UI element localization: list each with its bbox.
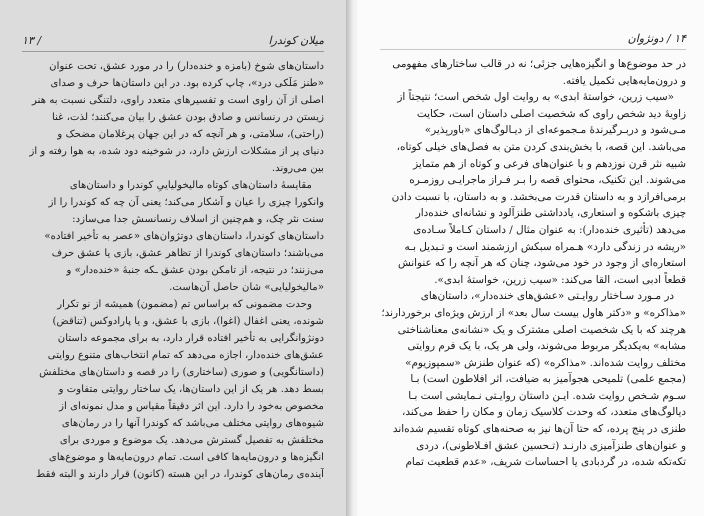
text-line: انگیزه‌ها و درون‌مایه‌ها کافی است. تمام درون‌مایه‌ها و موضوع‌های <box>48 452 324 463</box>
text-line: در مـورد سـاختار روایـتی «عشق‌های خنده‌دار»، داستان‌های <box>420 290 674 303</box>
text-line: دنیای پر از مشکلات ارزش دارد، در شوخینه دود شده، به هوا رفته و از <box>29 146 324 157</box>
right-page <box>358 0 704 516</box>
text-line: مـی‌شود و دربـرگیرندهٔ مـجموعه‌ای از دیـالوگ‌های «باورپذیر» <box>424 124 686 137</box>
text-line: و عنوان‌های طنزآمیزی دارنـد (تـحسین عشق افـلاطونی)، دردی <box>416 439 686 452</box>
left-page-running-title: میلان کوندرا <box>268 34 324 47</box>
text-line: «ریشه در زندگی دارد» هـمراه سبکش ارزشمند است و تـبدیل بـه <box>404 240 686 253</box>
text-line: مشابه» به‌یکدیگر مربوط می‌شوند، ولی هر یک، با یک فرم روایتی <box>407 340 686 353</box>
text-line: و درون‌مایه‌هایی تکمیل یافته. <box>562 74 686 87</box>
text-line: دونژوانگرایی به تأخیر افتاده قرار دارد، به برای مجموعه داستان <box>57 333 324 344</box>
text-line: داستان‌های کوندرا، داستان‌های دوتژوان‌های «عصر به تأخیر افتاده» <box>44 231 324 242</box>
text-line: می‌دهد (تأثیری خنده‌دار): به عنوان مثال / داستان کـاملاً سـاده‌ی <box>413 223 686 236</box>
text-line: در حد موضوع‌ها و انگیزه‌هایی جزئی؛ نه در قالب ساختارهای مفهومی <box>392 58 686 70</box>
text-line: مختلفش به تفصیل گسترش می‌دهد. یک موضوع و موردی برای <box>59 435 324 446</box>
text-line: بین می‌روند. <box>271 163 324 174</box>
text-line: شونده، یعنی اغفال (اغوا)، بازی با عشق، و یا پارادوکس (تناقض) <box>52 316 324 327</box>
text-line: آینده‌ی رمان‌های کوندرا، در این هسته (کانون) قرار دارند و البته فقط <box>36 469 324 480</box>
text-line: می‌شوند. این تکنیک، محتوای قصه را بـر فـراز ماجرایـی روزمـره <box>409 174 686 187</box>
text-line: «مذاکره» و «دکتر هاول بیست سال بعد» از ارزش ویژه‌ای برخوردارند؛ <box>381 306 686 319</box>
left-page <box>0 0 346 516</box>
text-line: مقایسهٔ داستان‌های کوتاه مالیخولیایی‌ِ کوندرا و داستان‌های <box>69 180 312 191</box>
text-line: (راحتی)، سلامتی، و هر آنچه که در این جهان پرغلامان مضحک و <box>57 129 324 140</box>
text-line: دیالوگ‌های متعدد، که وحدت کلاسیک زمان و مکان را حفظ می‌کند، <box>401 406 686 419</box>
left-page-number: / ۱۳ <box>22 34 42 47</box>
text-line: (داستانگویی) و صوری (ساختاری) را در قصه و داستان‌های مختلفش <box>39 367 324 378</box>
text-line: می‌زنند؛ در نتیجه، از تامکن بودن عشق ـکه جنبهٔ «خنده‌دار» و <box>66 265 324 276</box>
right-page-number: ۱۴ / <box>666 32 686 45</box>
text-line: برمی‌افرازد و به داستان قدرت می‌بخشد. و به داستان، با نسبت دادن <box>391 190 686 203</box>
text-line: داستان‌های شوخ (بامزه و خنده‌دار) را در مورد عشق، تحت عنوان <box>49 61 324 72</box>
text-line: طنزی در پنج پرده، که حتا آن‌ها نیز به صحنه‌های کوتاه تقسیم شده‌اند <box>392 423 686 436</box>
right-page-header <box>380 0 686 50</box>
right-page-header-group <box>628 32 686 45</box>
left-page-body <box>22 58 324 483</box>
text-line: چیزی باشکوه و استعاری، یادداشتی طنزآلود و نشانه‌ای خنده‌دار <box>415 207 686 220</box>
text-line: شیوه‌های روایتی مختلف می‌باشد که کوندرا آنها را در رمان‌های <box>61 418 324 429</box>
text-line: بسط دهد. هر یک از این داستان‌ها، یک ساختار روایتی متفاوت و <box>58 384 324 395</box>
text-line: (مجمع علمی) تلمیحی هجوآمیز به ضیافت، اثر افلاطون است) بـا <box>410 373 686 386</box>
text-line: سـوم شـخص روایت شده. ایـن داستان روایـتی نـمایشی است بـا <box>408 389 686 402</box>
text-line: شبیه نثر قرن نوزدهم و با عنوان‌های فرعی و کوتاه از هم متمایز <box>413 157 686 170</box>
text-line: هرچند که با یک شخصیت اصلی مشترک و یک «نشانه‌ی معناشناختی <box>397 323 686 336</box>
left-page-header <box>22 0 324 52</box>
text-line: می‌باشند؛ داستان‌های کوندرا از تظاهر عشق، بازی یا عشق حرف <box>51 248 324 259</box>
text-line: می‌باشد. این قصه، با بخش‌بندی کردن متن به فصل‌های خیلی کوتاه، <box>396 140 686 153</box>
book-gutter <box>346 0 358 516</box>
text-line: مختلف روایت شده‌اند. «مذاکره» (که عنوان طنزش «سمپوزیوم» <box>405 356 686 369</box>
right-page-running-title: دونژوان <box>627 32 664 45</box>
text-line: زاویهٔ دید شخص راوی که شخصیت اصلی داستان است، حکایت <box>416 107 686 120</box>
text-line: «طنز مَلَکی درد»، چاپ کرده بود. در این داستان‌ها حرف و صدای <box>50 78 324 89</box>
text-line: استعاره‌ای از وجود در خود می‌شود، چنان که هر آنچه را که عنوانش <box>397 257 686 270</box>
text-line: «سیب زرین، خواستهٔ ابدی» به روایت اول شخص است؛ نتیجتاً از <box>397 91 674 104</box>
text-line: وحدت مضمونی که براساس تم (مضمون) همیشه از نو تکرار <box>57 299 312 310</box>
text-line: «مالیخولیایی» شان حاصل آن‌هاست. <box>169 282 324 293</box>
text-line: سنت نثر چک، و هم‌چنین از اسلاف رنسانسش جدا می‌سازد: <box>72 214 324 225</box>
text-line: مخصوص به‌خود را دارد. این اثر دقیقاً مقیاس و مدل نمونه‌ای از <box>59 401 324 412</box>
right-page-body <box>380 56 686 471</box>
text-line: زیستن در رنسانس و صادق بودن عشق را بیان می‌کنند؛ لذت، غنا <box>51 112 324 123</box>
text-line: عشق‌های خنده‌دار، اجازه می‌دهد که تمام انتخاب‌های متنوع روایتی <box>47 350 324 361</box>
text-line: قطعاً ادبی است، القا می‌کند: «سیب زرین، خواستهٔ ابدی». <box>434 273 686 286</box>
text-line: تکه‌تکه شده، در گردبادی یا احساسات شریف، «عدم قطعیت تمام <box>405 456 686 469</box>
text-line: وانکورا چیزی را عیان و آشکار می‌کند؛ یعنی آن چه که کوندرا را از <box>48 197 324 208</box>
text-line: اصلی از آن راوی است و تفسیرهای متعدد راوی، دلتنگی نسبت به هنر <box>32 95 324 106</box>
